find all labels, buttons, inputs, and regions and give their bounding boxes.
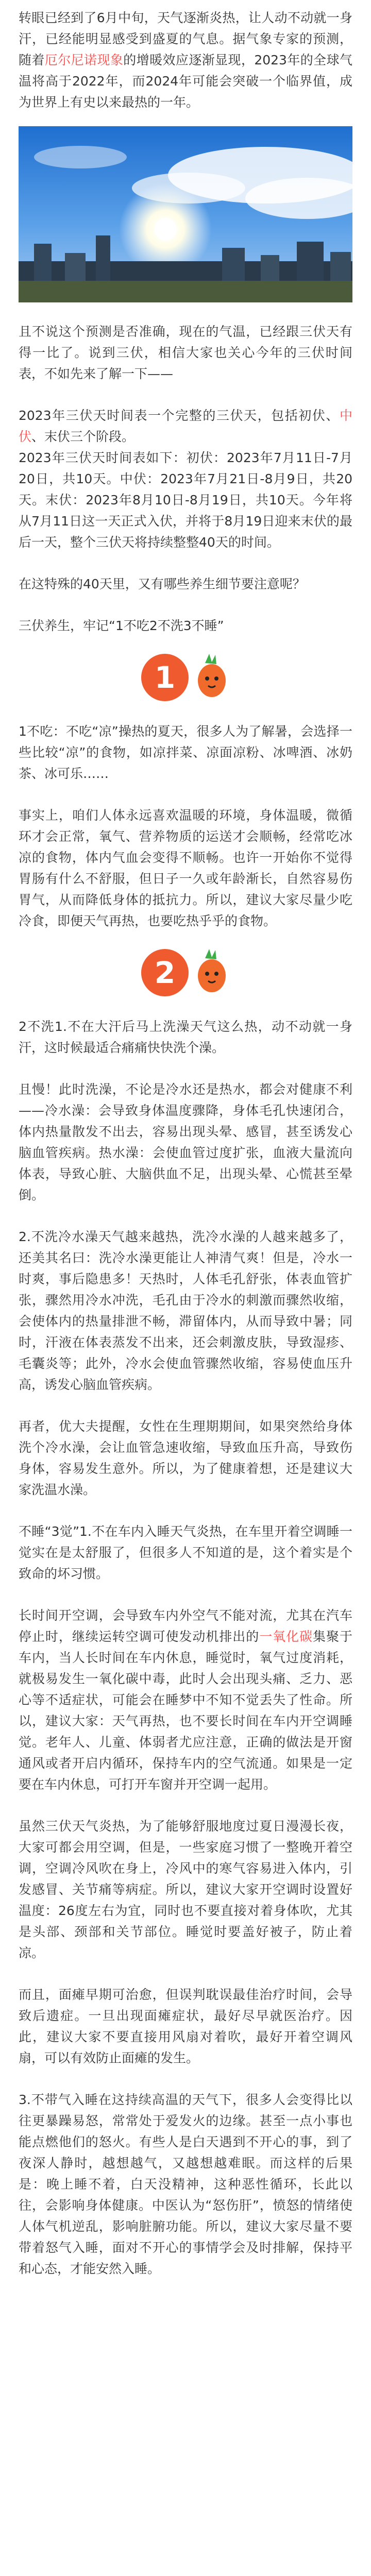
intro-text: 转眼已经到了6月中旬，天气逐渐炎热，让人动不动就一身汗，已经能明显感受到盛夏的气息。据气象专家的预测，随着厄尔尼诺现象的增暖效应逐渐显现，2023年的全球气温将高于2022年，而2024年可能会突破一个临界值，成为世界上有史以来最热的一年。	[19, 10, 352, 110]
para4: 在这特殊的40天里，又有哪些养生细节要注意呢？	[19, 577, 306, 591]
item3-aircon: 虽然三伏天气炎热，为了能够舒服地度过夏日漫漫长夜，大家可都会用空调，但是，一些家庭习惯了一整晚开着空调，空调冷风吹在身上，冷风中的寒气容易进入体内，引发感冒、关节痛等病症。所以，建议大家开空调时设置好温度：26度左右为宜，同时也不要直接对着身体吹，尤其是头部、颈部和关节部位。睡觉时要盖好被子，防止着凉。	[19, 1819, 352, 1960]
number-1-icon: 1	[141, 654, 189, 701]
para2: 2023年三伏天时间表一个完整的三伏天，包括初伏、中伏、末伏三个阶段。	[19, 408, 352, 444]
item1-text: 1不吃：不吃“凉”操热的夏天，很多人为了解暑，会选择一些比较“凉”的食物，如凉拌菜、凉面凉粉、冰啤酒、冰奶茶、冰可乐……	[19, 724, 352, 781]
highlighted-phrase[interactable]: 一氧化碳	[259, 1629, 313, 1644]
highlighted-phrase[interactable]: 中伏	[19, 408, 352, 444]
section-2-badge	[19, 949, 352, 996]
item3-body: 长时间开空调，会导致车内外空气不能对流，尤其在汽车停止时，继续运转空调可使发动机排出的一氧化碳集聚于车内，当人长时间在车内休息，睡觉时，氧气过度消耗，就极易发生一氧化碳中毒，此时人会出现头痛、乏力、恶心等不适症状，可能会在睡梦中不知不觉丢失了性命。所以，建议大家：天气再热，也不要长时间在车内开空调睡觉。老年人、儿童、体弱者尤应注意，正确的做法是开窗通风或者开启内循环，保持车内的空气流通。如果是一定要在车内休息，可打开车窗并开空调一起用。	[19, 1608, 352, 1792]
section-1-badge	[19, 654, 352, 701]
item2-text: 2不洗1.不在大汗后马上洗澡天气这么热，动不动就一身汗，这时候最适合痛痛快快洗个澡。	[19, 1019, 352, 1055]
item3-facial: 而且，面瘫早期可治愈，但误判耽误最佳治疗时间，会导致后遗症。一旦出现面瘫症状，最好尽早就医治疗。因此，建议大家不要直接用风扇对着吹，最好开着空调风扇，可以有效防止面瘫的发生。	[19, 1987, 352, 2065]
item2-cold-shower: 2.不洗冷水澡天气越来越热，洗冷水澡的人越来越多了，还美其名曰：洗冷水澡更能让人神清气爽！但是，冷水一时爽，事后隐患多！天热时，人体毛孔舒张，体表血管扩张，骤然用冷水冲洗，毛孔由于冷水的刺激而骤然收缩，会使体内的热量排泄不畅，滞留体内，从而导致中暑；同时，汗液在体表蒸发不出来，还会刺激皮肤，导致湿疹、毛囊炎等；此外，冷水会使血管骤然收缩，容易使血压升高，诱发心脑血管疾病。	[19, 1229, 352, 1392]
para1: 且不说这个预测是否准确，现在的气温，已经跟三伏天有得一比了。说到三伏，相信大家也关心今年的三伏时间表，不如先来了解一下——	[19, 324, 352, 381]
para3: 2023年三伏天时间表如下：初伏：2023年7月11日-7月20日，共10天。中伏：2023年7月21日-8月9日，共20天。末伏：2023年8月10日-8月19日，共10天。今年将从7月11日这一天正式入伏，并将于8月19日迎来末伏的最后一天，整个三伏天将持续整整40天的时间。	[19, 450, 352, 550]
carrot-mascot-icon	[194, 654, 230, 701]
item1-body: 事实上，咱们人体永远喜欢温暖的环境，身体温暖，微循环才会正常，氧气、营养物质的运送才会顺畅，经常吃冰凉的食物，体内气血会变得不顺畅。也许一开始你不觉得胃肠有什么不舒服，但日子一久或年龄渐长，自然容易伤胃气，从而降低身体的抵抗力。所以，建议大家尽量少吃冷食，即便天气再热，也要吃热乎乎的食物。	[19, 808, 352, 928]
item3-text: 不睡“3觉”1.不在车内入睡天气炎热，在车里开着空调睡一觉实在是太舒服了，但很多人不知道的是，这个着实是个致命的坏习惯。	[19, 1524, 352, 1581]
sky-city-photo	[19, 126, 352, 302]
highlighted-phrase[interactable]: 厄尔尼诺现象	[44, 53, 124, 67]
para5: 三伏养生，牢记“1不吃2不洗3不睡”	[19, 618, 224, 633]
article-content	[0, 7, 371, 2279]
carrot-mascot-icon	[194, 949, 230, 996]
number-2-icon: 2	[141, 949, 189, 996]
item3-anger: 3.不带气入睡在这持续高温的天气下，很多人会变得比以往更暴躁易怒，常常处于爱发火的边缘。甚至一点小事也能点燃他们的怒火。有些人是白天遇到不开心的事，到了夜深人静时，越想越气，又越想越难眠。而这样的后果是：晚上睡不着，白天没精神，这种恶性循环，长此以往，会影响身体健康。中医认为“怒伤肝”，愤怒的情绪使人体气机逆乱，影响脏腑功能。所以，建议大家尽量不要带着怒气入睡，面对不开心的事情学会及时排解，保持平和心态，才能安然入睡。	[19, 2092, 352, 2276]
item2-body: 且慢！此时洗澡，不论是冷水还是热水，都会对健康不利——冷水澡：会导致身体温度骤降，身体毛孔快速闭合，体内热量散发不出去，容易出现头晕、感冒，甚至诱发心脑血管疾病。热水澡：会使血管过度扩张，血液大量流向体表，导致心脏、大脑供血不足，出现头晕、心慌甚至晕倒。	[19, 1082, 352, 1202]
intro-paragraph	[19, 7, 352, 113]
item2-women: 再者，优大夫提醒，女性在生理期期间，如果突然给身体洗个冷水澡，会让血管急速收缩，导致血压升高，导致伤身体，容易发生意外。所以，为了健康着想，还是建议大家洗温水澡。	[19, 1419, 352, 1497]
article-page	[0, 7, 371, 2576]
